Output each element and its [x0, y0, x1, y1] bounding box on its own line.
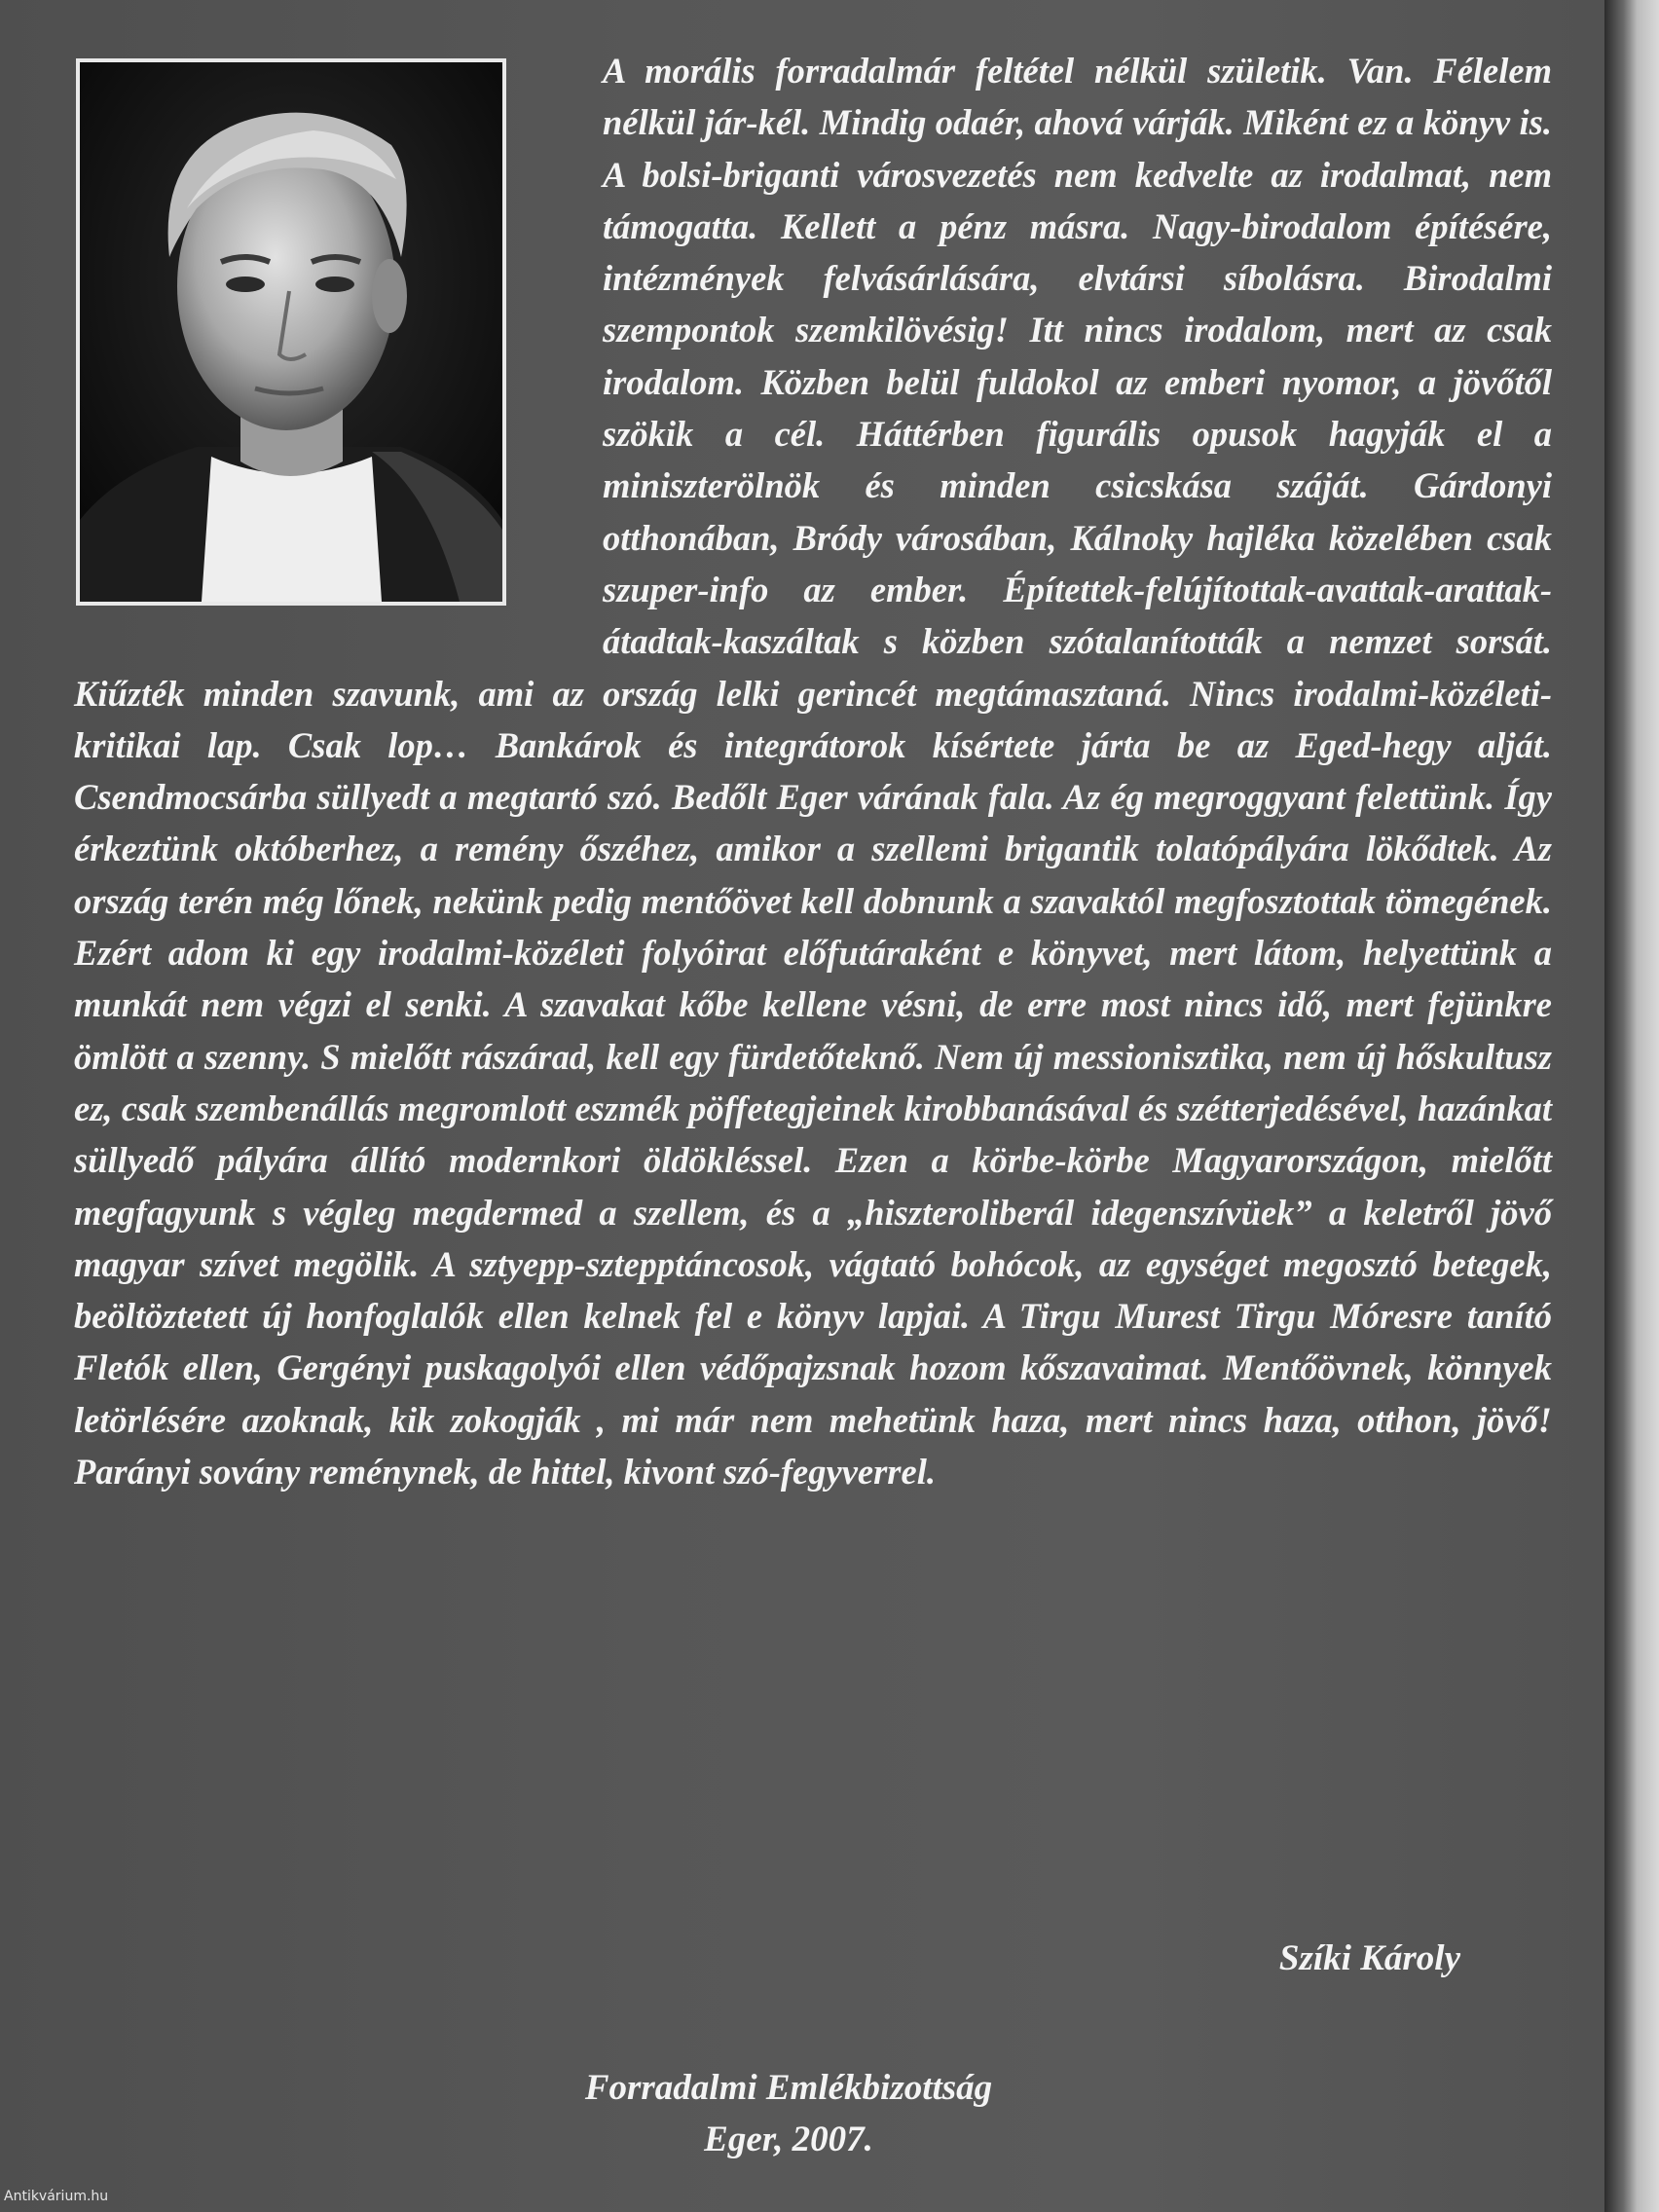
publisher-name: Forradalmi Emlékbizottság — [584, 2068, 993, 2108]
publisher-block — [438, 2062, 1139, 2165]
site-watermark: Antikvárium.hu — [4, 2189, 109, 2204]
publication-place-year: Eger, 2007. — [704, 2120, 873, 2159]
book-spine-edge — [1604, 0, 1659, 2212]
portrait-wrap-spacer — [74, 45, 603, 652]
blurb-text: A morális forradalmár feltétel nélkül születik. Van. Félelem nélkül jár-kél. Mindig odaér, ahová várják. Miként ez a könyv is. A bolsi-briganti városvezetés nem kedvelte az irodalmat, nem támogatta. Kellett a pénz másra. Nagy-birodalom építésére, intézmények felvásárlására, elvtársi síbolásra. Birodalmi szempontok szemkilövésig! Itt nincs irodalom, mert az csak irodalom. Közben belül fuldokol az emberi nyomor, a jövőtől szökik a cél. Háttérben figurális opusok hagyják el a miniszterölnök és minden csicskása száját. Gárdonyi otthonában, Bródy városában, Kálnoky hajléka közelében csak szuper-info az ember. Építettek-felújítottak-avattak-arattak-átadtak-kaszáltak s közben szótalanították a nemzet sorsát. Kiűzték minden szavunk, ami az ország lelki gerincét megtámasztaná. Nincs irodalmi-közéleti-kritikai lap. Csak lop… Bankárok és integrátorok kísértete járta be az Eged-hegy alját. Csendmocsárba süllyedt a megtartó szó. Bedőlt Eger várának fala. Az ég megroggyant felettünk. Így érkeztünk októberhez, a remény őszéhez, amikor a szellemi brigantik tolatópályára lökődtek. Az ország terén még lőnek, nekünk pedig mentőövet kell dobnunk a szavaktól megfosztottak tömegének. Ezért adom ki egy irodalmi-közéleti folyóirat előfutáraként e könyvet, mert látom, helyettünk a munkát nem végzi el senki. A szavakat kőbe kellene vésni, de erre most nincs idő, mert fejünkre ömlött a szenny. S mielőtt rászárad, kell egy fürdetőteknő. Nem új messionisztika, nem új hőskultusz ez, csak szembenállás megromlott eszmék pöffetegjeinek kirobbanásával és szétterjedésével, hazánkat süllyedő pályára állító modernkori öldökléssel. Ezen a körbe-körbe Magyarországon, mielőtt megfagyunk s végleg megdermed a szellem, és a „hiszteroliberál idegenszívüek” a keletről jövő magyar szívet megölik. A sztyepp-sztepptáncosok, vágtató bohócok, az egységet megosztó betegek, beöltöztetett új honfoglalók ellen kelnek fel e könyv lapjai. A Tirgu Murest Tirgu Móresre tanító Fletók ellen, Gergényi puskagolyói ellen védőpajzsnak hozom kőszavaimat. Mentőövnek, könnyek letörlésére azoknak, kik zokogják , mi már nem mehetünk haza, mert nincs haza, otthon, jövő! Parányi sovány reménynek, de hittel, kivont szó-fegyverrel. — [74, 51, 1552, 1493]
author-signature: Szíki Károly — [1278, 1938, 1460, 1978]
cover-blurb — [74, 45, 1552, 1497]
